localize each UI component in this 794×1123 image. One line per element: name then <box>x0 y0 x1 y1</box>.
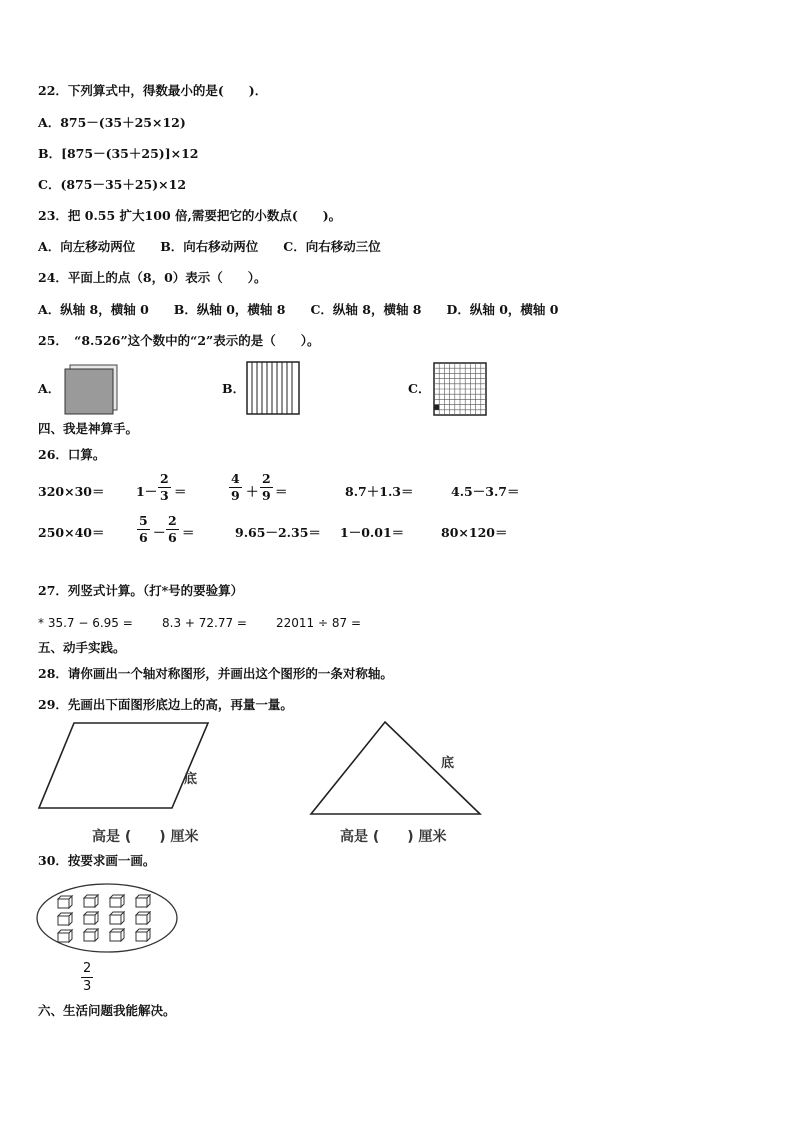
section-4-heading: 四、我是神算手。 <box>38 421 139 436</box>
q26-r2-c2-op: － <box>153 525 166 540</box>
q22-stem: 22．下列算式中，得数最小的是( )． <box>38 83 268 98</box>
q26-r1-c3-denominator-1: 9 <box>231 488 240 503</box>
q26-r2-c4: 1－0.01＝ <box>340 525 405 540</box>
q28-stem: 28．请你画出一个轴对称图形，并画出这个图形的一条对称轴。 <box>38 666 393 681</box>
q26-r1-c2-post: ＝ <box>174 484 187 499</box>
q26-r1-c1: 320×30＝ <box>38 484 105 499</box>
q25-option-b-label: B． <box>222 381 246 396</box>
q25-stem: 25． “8.526”这个数中的“2”表示的是（ ）。 <box>38 333 320 348</box>
q22-option-a: A．875－(35＋25×12) <box>38 115 186 130</box>
q26-r2-c5: 80×120＝ <box>441 525 508 540</box>
q23-options: A．向左移动两位 B．向右移动两位 C．向右移动三位 <box>38 239 381 254</box>
q25-shaded-square-figure <box>62 362 122 416</box>
q26-r2-c1: 250×40＝ <box>38 525 105 540</box>
fraction-bar <box>81 977 93 978</box>
q26-r2-c2-fraction-1 <box>137 514 150 545</box>
q22-option-b: B．[875－(35＋25)]×12 <box>38 146 199 161</box>
section-6-heading: 六、生活问题我能解决。 <box>38 1003 176 1018</box>
section-5-heading: 五、动手实践。 <box>38 640 126 655</box>
q26-r1-c3-numerator-1: 4 <box>231 471 240 486</box>
q25-grid-square-figure <box>432 361 488 417</box>
q26-stem: 26．口算。 <box>38 447 106 462</box>
q25-option-a-label: A． <box>38 381 61 396</box>
q26-r2-c2-numerator-1: 5 <box>139 513 148 528</box>
q24-stem: 24．平面上的点（8，0）表示（ ）。 <box>38 270 267 285</box>
q24-options: A．纵轴 8，横轴 0 B．纵轴 0，横轴 8 C．纵轴 8，横轴 8 D．纵轴 0，横轴 0 <box>38 302 559 317</box>
q30-oval-with-cubes-figure <box>36 882 180 954</box>
q29-base-label-1: 底 <box>184 772 198 787</box>
q26-r1-c3-op: ＋ <box>246 484 259 499</box>
q26-r2-c3: 9.65－2.35＝ <box>235 525 321 540</box>
q26-r1-c3-numerator-2: 2 <box>262 471 271 486</box>
q27-expr-3: 22011 ÷ 87 = <box>276 616 361 630</box>
q22-option-c: C．(875－35＋25)×12 <box>38 177 187 192</box>
q26-r1-c2-fraction <box>158 472 171 503</box>
q29-parallelogram-figure <box>36 720 216 812</box>
q29-height-label-2: 高是 ( ) 厘米 <box>340 829 447 845</box>
q29-triangle-figure <box>308 718 484 818</box>
q27-expr-2: 8.3 + 72.77 = <box>162 616 247 630</box>
q27-expr-1: * 35.7 − 6.95 = <box>38 616 133 630</box>
q30-denominator: 3 <box>83 979 92 994</box>
q26-r1-c3-fraction-1 <box>229 472 242 503</box>
q26-r1-c3-fraction-2 <box>260 472 273 503</box>
q29-stem: 29．先画出下面图形底边上的高，再量一量。 <box>38 697 293 712</box>
q26-r2-c2-fraction-2 <box>166 514 179 545</box>
q25-option-c-label: C． <box>408 381 431 396</box>
q26-r1-c3-denominator-2: 9 <box>262 488 271 503</box>
q29-base-label-2: 底 <box>441 756 455 771</box>
q23-stem: 23．把 0.55 扩大100 倍,需要把它的小数点( )。 <box>38 208 342 223</box>
q25-striped-square-figure <box>245 360 301 416</box>
q27-stem: 27．列竖式计算。（打*号的要验算） <box>38 583 244 598</box>
q26-r1-c2-denominator: 3 <box>160 488 169 503</box>
q26-r1-c2-numerator: 2 <box>160 471 169 486</box>
q30-stem: 30．按要求画一画。 <box>38 853 156 868</box>
q26-r1-c3-post: ＝ <box>275 484 288 499</box>
q26-r2-c2-denominator-1: 6 <box>139 530 148 545</box>
q30-fraction <box>81 961 93 994</box>
q26-r2-c2-numerator-2: 2 <box>168 513 177 528</box>
q26-r2-c2-denominator-2: 6 <box>168 530 177 545</box>
q29-height-label-1: 高是 ( ) 厘米 <box>92 829 199 845</box>
q30-numerator: 2 <box>83 961 92 976</box>
q26-r2-c2-post: ＝ <box>182 525 195 540</box>
q26-r1-c2-pre: 1－ <box>136 484 158 499</box>
q26-r1-c5: 4.5－3.7＝ <box>451 484 520 499</box>
q26-r1-c4: 8.7＋1.3＝ <box>345 484 414 499</box>
